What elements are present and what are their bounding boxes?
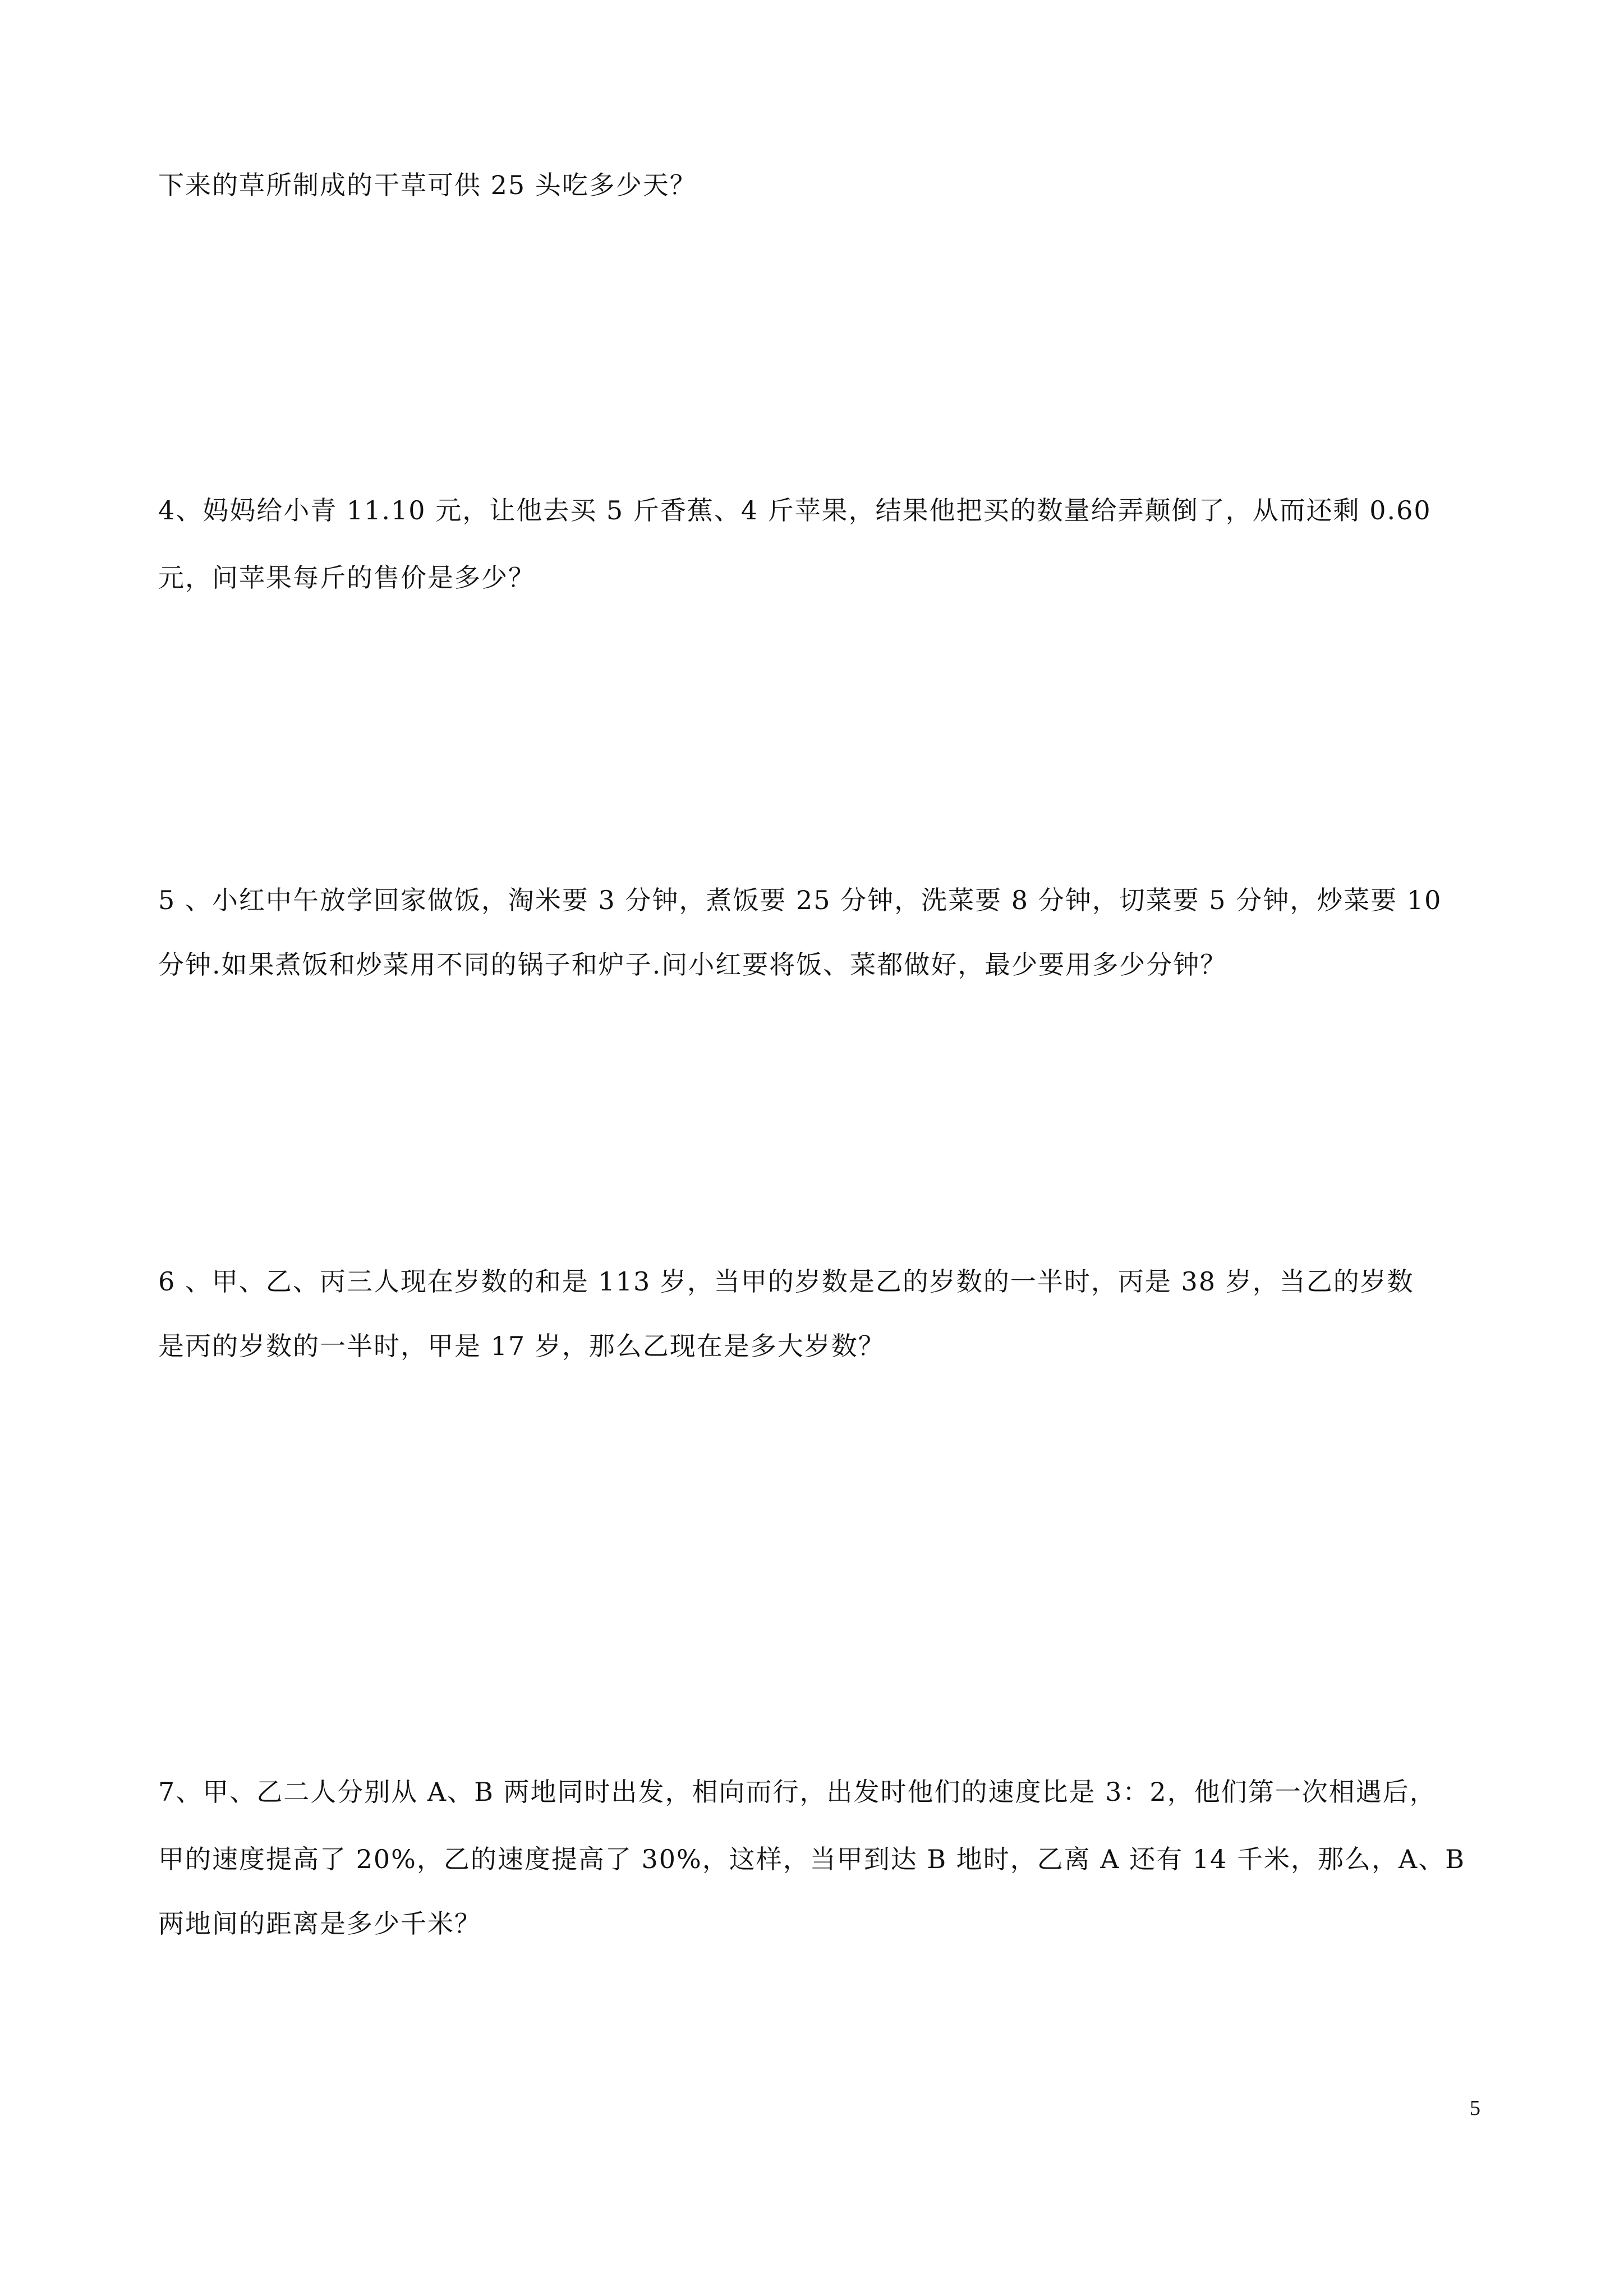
problem-6-line-1: 6 、甲、乙、丙三人现在岁数的和是 113 岁，当甲的岁数是乙的岁数的一半时，丙是 38 岁，当乙的岁数	[158, 1266, 1414, 1297]
problem-7-line-2: 甲的速度提高了 20%，乙的速度提高了 30%，这样，当甲到达 B 地时，乙离 A 还有 14 千米，那么，A、B	[158, 1844, 1466, 1874]
problem-7-line-3: 两地间的距离是多少千米？	[158, 1908, 481, 1939]
problem-7-line-1: 7、甲、乙二人分别从 A、B 两地同时出发，相向而行，出发时他们的速度比是 3：2，他们第一次相遇后，	[158, 1777, 1437, 1807]
problem-5-line-2: 分钟.如果煮饭和炒菜用不同的锅子和炉子.问小红要将饭、菜都做好，最少要用多少分钟？	[158, 949, 1227, 980]
problem-4-line-2: 元，问苹果每斤的售价是多少？	[158, 563, 535, 593]
page-number: 5	[1470, 2096, 1480, 2120]
problem-5-line-1: 5 、小红中午放学回家做饭，淘米要 3 分钟，煮饭要 25 分钟，洗菜要 8 分钟，切菜要 5 分钟，炒菜要 10	[158, 885, 1442, 915]
problem-4-line-1: 4、妈妈给小青 11.10 元，让他去买 5 斤香蕉、4 斤苹果，结果他把买的数量给弄颠倒了，从而还剩 0.60	[158, 495, 1432, 525]
problem-6-line-2: 是丙的岁数的一半时，甲是 17 岁，那么乙现在是多大岁数？	[158, 1331, 885, 1361]
problem-3-continuation: 下来的草所制成的干草可供 25 头吃多少天？	[158, 170, 697, 200]
